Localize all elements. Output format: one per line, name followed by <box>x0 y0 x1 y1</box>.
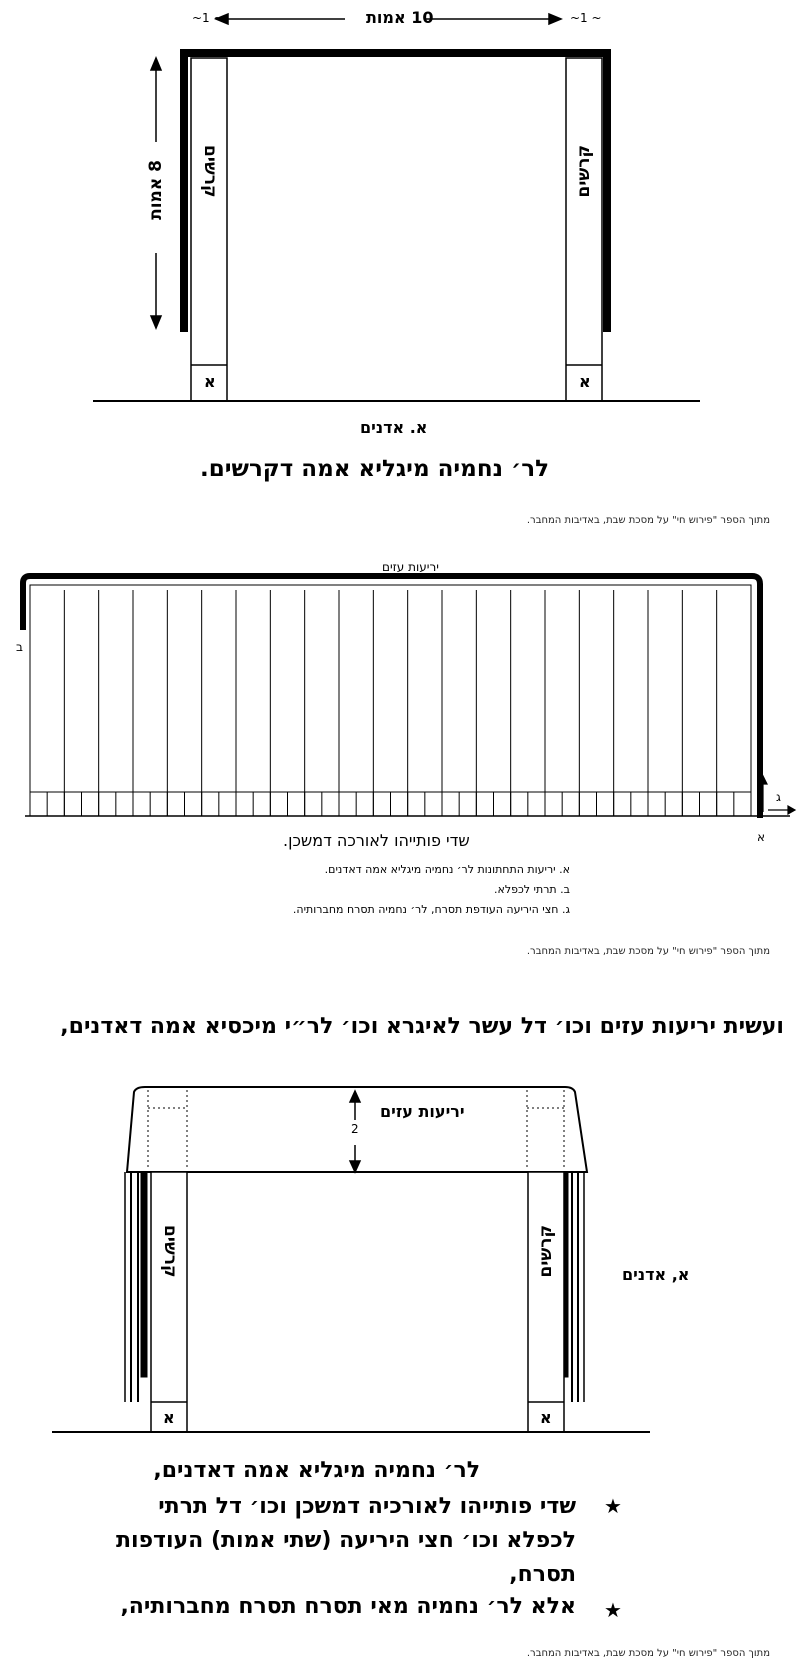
diagram3-right-board <box>528 1172 564 1432</box>
diagram1-credit: מתוך הספר "פירוש חי" על מסכת שבת, באדיבות המחבר. <box>526 515 770 526</box>
star-icon: ★ <box>604 1494 622 1518</box>
diagram3-line1: לר׳ נחמיה מיגליא אמה דאדנים, <box>153 1458 480 1483</box>
diagram2-note: א. יריעות התחתונות לר׳ נחמיה מיגליא אמה דאדנים. <box>324 863 570 876</box>
diagram3-left-hangings <box>125 1170 147 1402</box>
diagram1-base-letter-left: א <box>204 372 216 391</box>
diagram3-roof-label: יריעות עזים <box>380 1102 465 1121</box>
diagram1-right-offset: ~1 ~ <box>570 11 602 25</box>
diagram3-bullet1-line: לכפלא וכו׳ חצי היריעה (שתי אמות) העודפות <box>115 1528 576 1553</box>
diagram1-left-offset: ~1 ~ <box>192 11 224 25</box>
diagram1-curtain <box>184 53 607 332</box>
diagram3-bullet1-line: שדי פותייהו לאורכיה דמשכן וכו׳ דל תרתי <box>158 1494 576 1519</box>
diagram1-top-dimension: 10 אמות <box>366 8 434 27</box>
diagram3-right-board-label: קרשים <box>536 1225 556 1278</box>
diagram2-curtain <box>23 576 760 818</box>
diagram1-height-dimension: 8 אמות <box>146 160 166 220</box>
diagram1-legend: א. אדנים <box>360 418 428 437</box>
diagram1-caption: לר׳ נחמיה מיגליא אמה דקרשים. <box>200 456 550 482</box>
diagram3-left-board-label: קרשים <box>160 1225 180 1278</box>
diagram2-notes <box>293 860 570 920</box>
diagram2-left-letter: ב <box>16 640 23 654</box>
diagram3-base-letter-left: א <box>163 1408 175 1427</box>
diagram2-boards <box>30 590 751 816</box>
diagram3-bullet1-line: תסרח, <box>509 1562 576 1587</box>
diagram2-roof-label: יריעות עזים <box>382 560 439 574</box>
diagram1-right-board <box>566 58 602 401</box>
star-icon: ★ <box>604 1598 622 1622</box>
diagram3-bullet1 <box>116 1490 576 1592</box>
diagram1-right-board-label: קרשים <box>574 145 594 198</box>
diagram3-bullet2: אלא לר׳ נחמיה מאי תסרח תסרח מחברותיה, <box>120 1594 576 1619</box>
section-heading: ועשית יריעות עזים וכו׳ דל עשר לאיגרא וכו׳ לר״י מיכסיא אמה דאדנים, <box>60 1014 784 1039</box>
diagram1-left-board-label: קרשים <box>200 145 220 198</box>
diagram3-dimension: 2 <box>351 1122 359 1136</box>
diagram2-credit: מתוך הספר "פירוש חי" על מסכת שבת, באדיבות המחבר. <box>526 946 770 957</box>
diagram3-credit: מתוך הספר "פירוש חי" על מסכת שבת, באדיבות המחבר. <box>526 1648 770 1659</box>
diagram1-left-board <box>191 58 227 401</box>
diagram2-note: ג. חצי היריעה העודפת תסרח, לר׳ נחמיה תסרח מחברותיה. <box>292 903 570 916</box>
diagram2-caption: שדי פותייהו לאורכה דמשכן. <box>283 831 470 850</box>
diagram3-legend: א, אדנים <box>622 1265 690 1284</box>
diagram2-note: ב. תרתי לכפלא. <box>493 883 570 896</box>
diagram1-base-letter-right: א <box>579 372 591 391</box>
diagram3-left-board <box>151 1172 187 1432</box>
diagram2-corner-small-letter: ג <box>776 790 781 804</box>
diagram3-right-hangings <box>562 1170 584 1402</box>
diagram2-corner-letter: א <box>757 830 766 844</box>
diagram3-base-letter-right: א <box>540 1408 552 1427</box>
